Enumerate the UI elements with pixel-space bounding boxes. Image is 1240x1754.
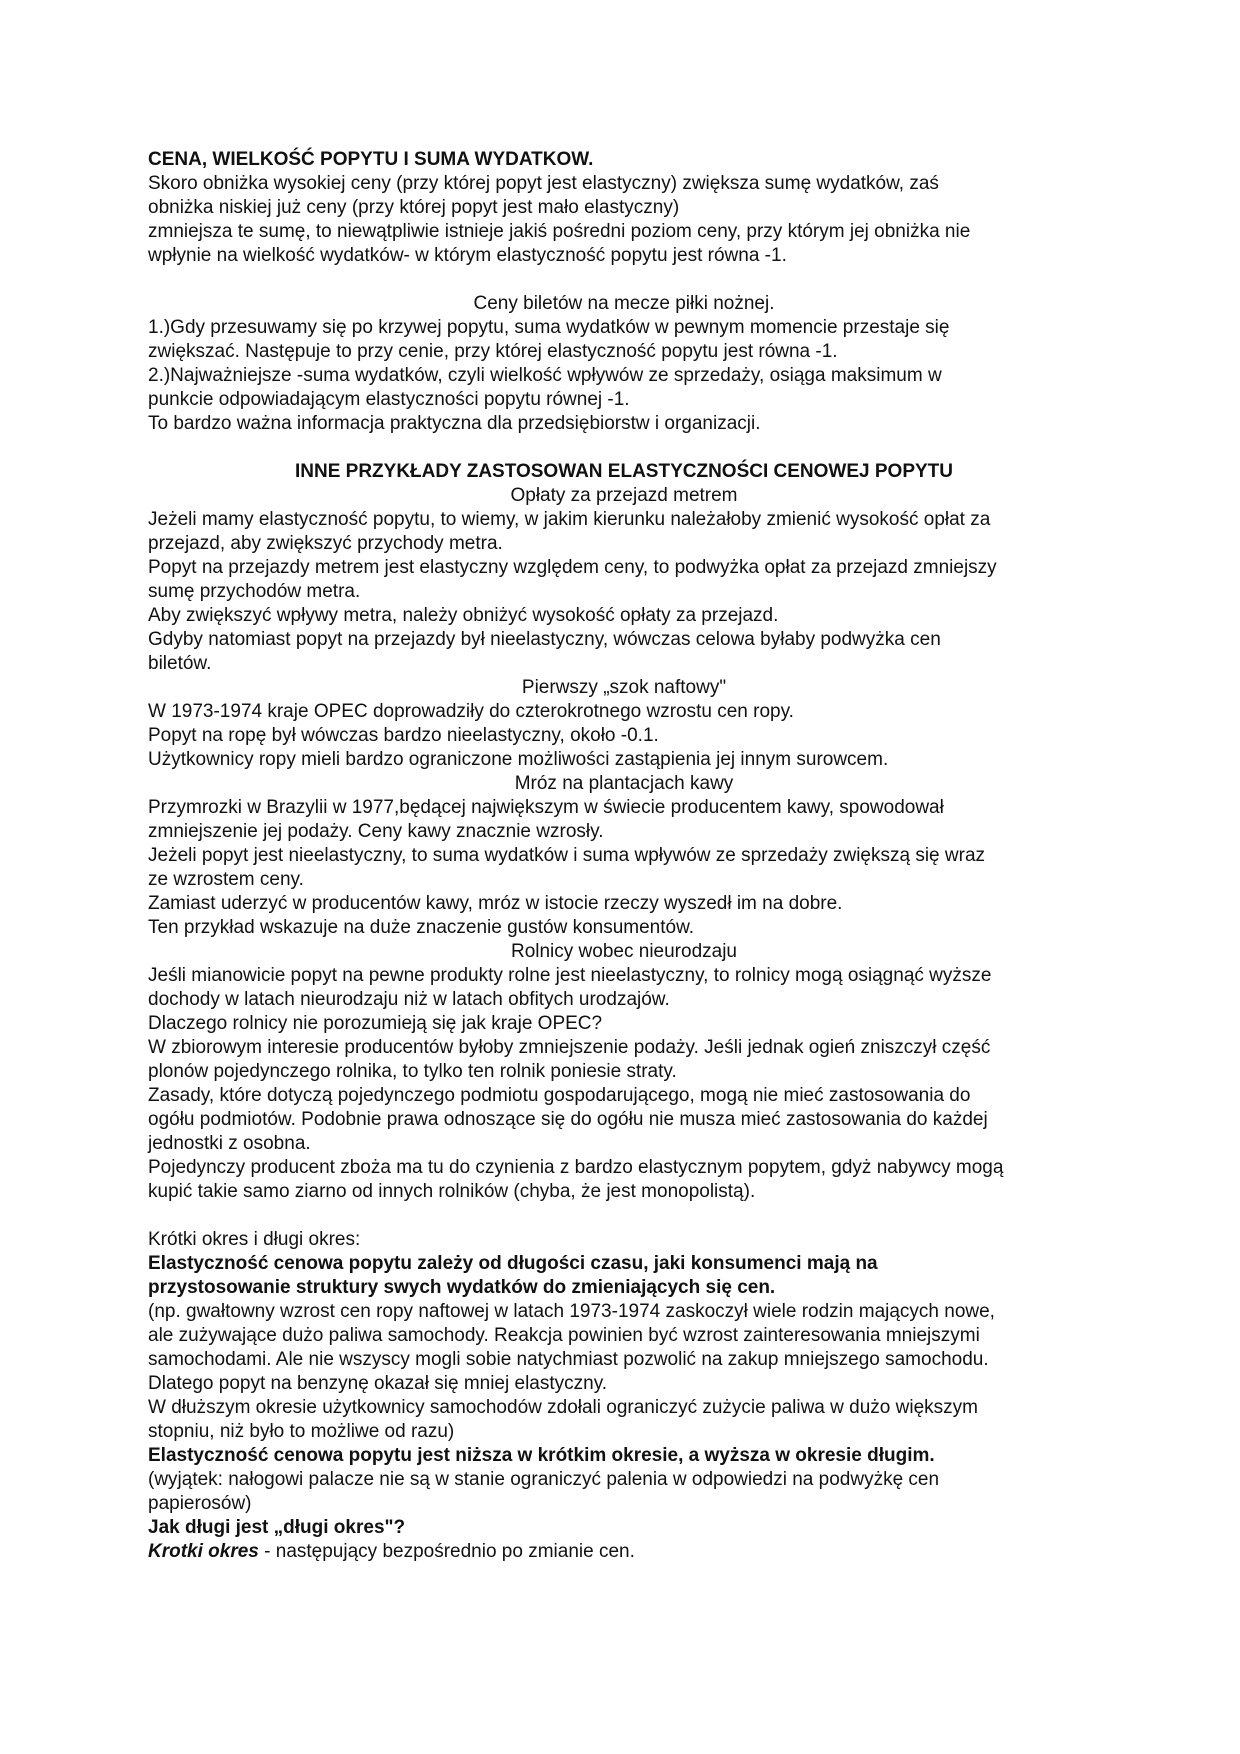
paragraph-line: Dlatego popyt na benzynę okazał się mniej elastyczny. bbox=[148, 1373, 608, 1394]
bold-statement-line: Elastyczność cenowa popytu zależy od długości czasu, jaki konsumenci mają na bbox=[148, 1253, 878, 1274]
paragraph-line: Jeżeli mamy elastyczność popytu, to wiemy, w jakim kierunku należałoby zmienić wysokość opłat za bbox=[148, 509, 991, 530]
paragraph-line: sumę przychodów metra. bbox=[148, 581, 361, 602]
paragraph-line: papierosów) bbox=[148, 1493, 252, 1514]
paragraph-line: punkcie odpowiadającym elastyczności popytu równej -1. bbox=[148, 389, 630, 410]
paragraph-line: Jeśli mianowicie popyt na pewne produkty rolne jest nieelastyczny, to rolnicy mogą osiągnąć wyższe bbox=[148, 965, 992, 986]
paragraph-intro-short-long-term: Krótki okres i długi okres: bbox=[148, 1229, 361, 1250]
paragraph-line: Jeżeli popyt jest nieelastyczny, to suma wydatków i suma wpływów ze sprzedaży zwiększą się wraz bbox=[148, 845, 986, 866]
paragraph-line: 1.)Gdy przesuwamy się po krzywej popytu, suma wydatków w pewnym momencie przestaje się bbox=[148, 317, 950, 338]
short-term-label: Krotki okres bbox=[148, 1541, 259, 1562]
paragraph-line: wpłynie na wielkość wydatków- w którym elastyczność popytu jest równa -1. bbox=[148, 245, 787, 266]
paragraph-line: 2.)Najważniejsze -suma wydatków, czyli wielkość wpływów ze sprzedaży, osiąga maksimum w bbox=[148, 365, 942, 386]
subheading-metro: Opłaty za przejazd metrem bbox=[510, 485, 738, 506]
paragraph-line: (np. gwałtowny wzrost cen ropy naftowej w latach 1973-1974 zaskoczył wiele rodzin mających nowe, bbox=[148, 1301, 995, 1322]
subheading-farmers: Rolnicy wobec nieurodzaju bbox=[510, 941, 737, 962]
paragraph-line: Użytkownicy ropy mieli bardzo ograniczone możliwości zastąpienia jej innym surowcem. bbox=[148, 749, 889, 770]
paragraph-line: Przymrozki w Brazylii w 1977,będącej największym w świecie producentem kawy, spowodował bbox=[148, 797, 944, 818]
paragraph-line: Zasady, które dotyczą pojedynczego podmiotu gospodarującego, mogą nie mieć zastosowania do bbox=[148, 1085, 971, 1106]
paragraph-line: Popyt na ropę był wówczas bardzo nieelastyczny, około -0.1. bbox=[148, 725, 659, 746]
paragraph-line: Skoro obniżka wysokiej ceny (przy której popyt jest elastyczny) zwiększa sumę wydatków, zaś bbox=[148, 173, 939, 194]
paragraph-line: ze wzrostem ceny. bbox=[148, 869, 304, 890]
paragraph-line: Aby zwiększyć wpływy metra, należy obniżyć wysokość opłaty za przejazd. bbox=[148, 605, 779, 626]
paragraph-line: zmniejsza te sumę, to niewątpliwie istnieje jakiś pośredni poziom ceny, przy którym jej obniżka nie bbox=[148, 221, 971, 242]
paragraph-line: obniżka niskiej już ceny (przy której popyt jest mało elastyczny) bbox=[148, 197, 680, 218]
paragraph-line: W dłuższym okresie użytkownicy samochodów zdołali ograniczyć zużycie paliwa w dużo większym bbox=[148, 1397, 978, 1418]
spacer bbox=[148, 268, 1100, 292]
paragraph-line: Popyt na przejazdy metrem jest elastyczny względem ceny, to podwyżka opłat za przejazd zmniejszy bbox=[148, 557, 997, 578]
short-term-definition bbox=[148, 1540, 1100, 1564]
subheading-football-tickets: Ceny biletów na mecze piłki nożnej. bbox=[473, 293, 775, 314]
paragraph-line: W zbiorowym interesie producentów byłoby zmniejszenie podaży. Jeśli jednak ogień zniszczył część bbox=[148, 1037, 991, 1058]
paragraph-line: przejazd, aby zwiększyć przychody metra. bbox=[148, 533, 503, 554]
paragraph-line: ogółu podmiotów. Podobnie prawa odnoszące się do ogółu nie musza mieć zastosowania do każdej bbox=[148, 1109, 988, 1130]
paragraph-line: Dlaczego rolnicy nie porozumieją się jak kraje OPEC? bbox=[148, 1013, 603, 1034]
paragraph-line: Ten przykład wskazuje na duże znaczenie gustów konsumentów. bbox=[148, 917, 695, 938]
subheading-coffee-frost: Mróz na plantacjach kawy bbox=[514, 773, 734, 794]
paragraph-line: dochody w latach nieurodzaju niż w latach obfitych urodzajów. bbox=[148, 989, 670, 1010]
bold-statement-line: przystosowanie struktury swych wydatków do zmieniających się cen. bbox=[148, 1277, 776, 1298]
bold-statement-line: Elastyczność cenowa popytu jest niższa w krótkim okresie, a wyższa w okresie długim. bbox=[148, 1445, 935, 1466]
paragraph-line: kupić takie samo ziarno od innych rolników (chyba, że jest monopolistą). bbox=[148, 1181, 756, 1202]
paragraph-line: zmniejszenie jej podaży. Ceny kawy znacznie wzrosły. bbox=[148, 821, 604, 842]
paragraph-line: plonów pojedynczego rolnika, to tylko ten rolnik poniesie straty. bbox=[148, 1061, 677, 1082]
paragraph-line: biletów. bbox=[148, 653, 212, 674]
paragraph-line: jednostki z osobna. bbox=[148, 1133, 311, 1154]
paragraph-line: Gdyby natomiast popyt na przejazdy był nieelastyczny, wówczas celowa byłaby podwyżka cen bbox=[148, 629, 941, 650]
paragraph-line: To bardzo ważna informacja praktyczna dla przedsiębiorstw i organizacji. bbox=[148, 413, 761, 434]
section-title-price-demand: CENA, WIELKOŚĆ POPYTU I SUMA WYDATKOW. bbox=[148, 149, 594, 170]
paragraph-line: stopniu, niż było to możliwe od razu) bbox=[148, 1421, 455, 1442]
spacer bbox=[148, 1204, 1100, 1228]
paragraph-line: ale zużywające dużo paliwa samochody. Reakcja powinien być wzrost zainteresowania mniejszymi bbox=[148, 1325, 980, 1346]
subheading-oil-shock: Pierwszy „szok naftowy" bbox=[521, 677, 727, 698]
paragraph-line: Zamiast uderzyć w producentów kawy, mróz w istocie rzeczy wyszedł im na dobre. bbox=[148, 893, 843, 914]
paragraph-line: Pojedynczy producent zboża ma tu do czynienia z bardzo elastycznym popytem, gdyż nabywcy mogą bbox=[148, 1157, 1004, 1178]
short-term-text: - następujący bezpośrednio po zmianie cen. bbox=[258, 1541, 635, 1562]
paragraph-line: W 1973-1974 kraje OPEC doprowadziły do czterokrotnego wzrostu cen ropy. bbox=[148, 701, 794, 722]
paragraph-line: samochodami. Ale nie wszyscy mogli sobie natychmiast pozwolić na zakup mniejszego samochodu. bbox=[148, 1349, 989, 1370]
spacer bbox=[148, 436, 1100, 460]
section-title-other-examples: INNE PRZYKŁADY ZASTOSOWAN ELASTYCZNOŚCI CENOWEJ POPYTU bbox=[294, 461, 954, 482]
paragraph-line: zwiększać. Następuje to przy cenie, przy której elastyczność popytu jest równa -1. bbox=[148, 341, 838, 362]
bold-question: Jak długi jest „długi okres"? bbox=[148, 1517, 406, 1538]
paragraph-line: (wyjątek: nałogowi palacze nie są w stanie ograniczyć palenia w odpowiedzi na podwyżkę cen bbox=[148, 1469, 940, 1490]
